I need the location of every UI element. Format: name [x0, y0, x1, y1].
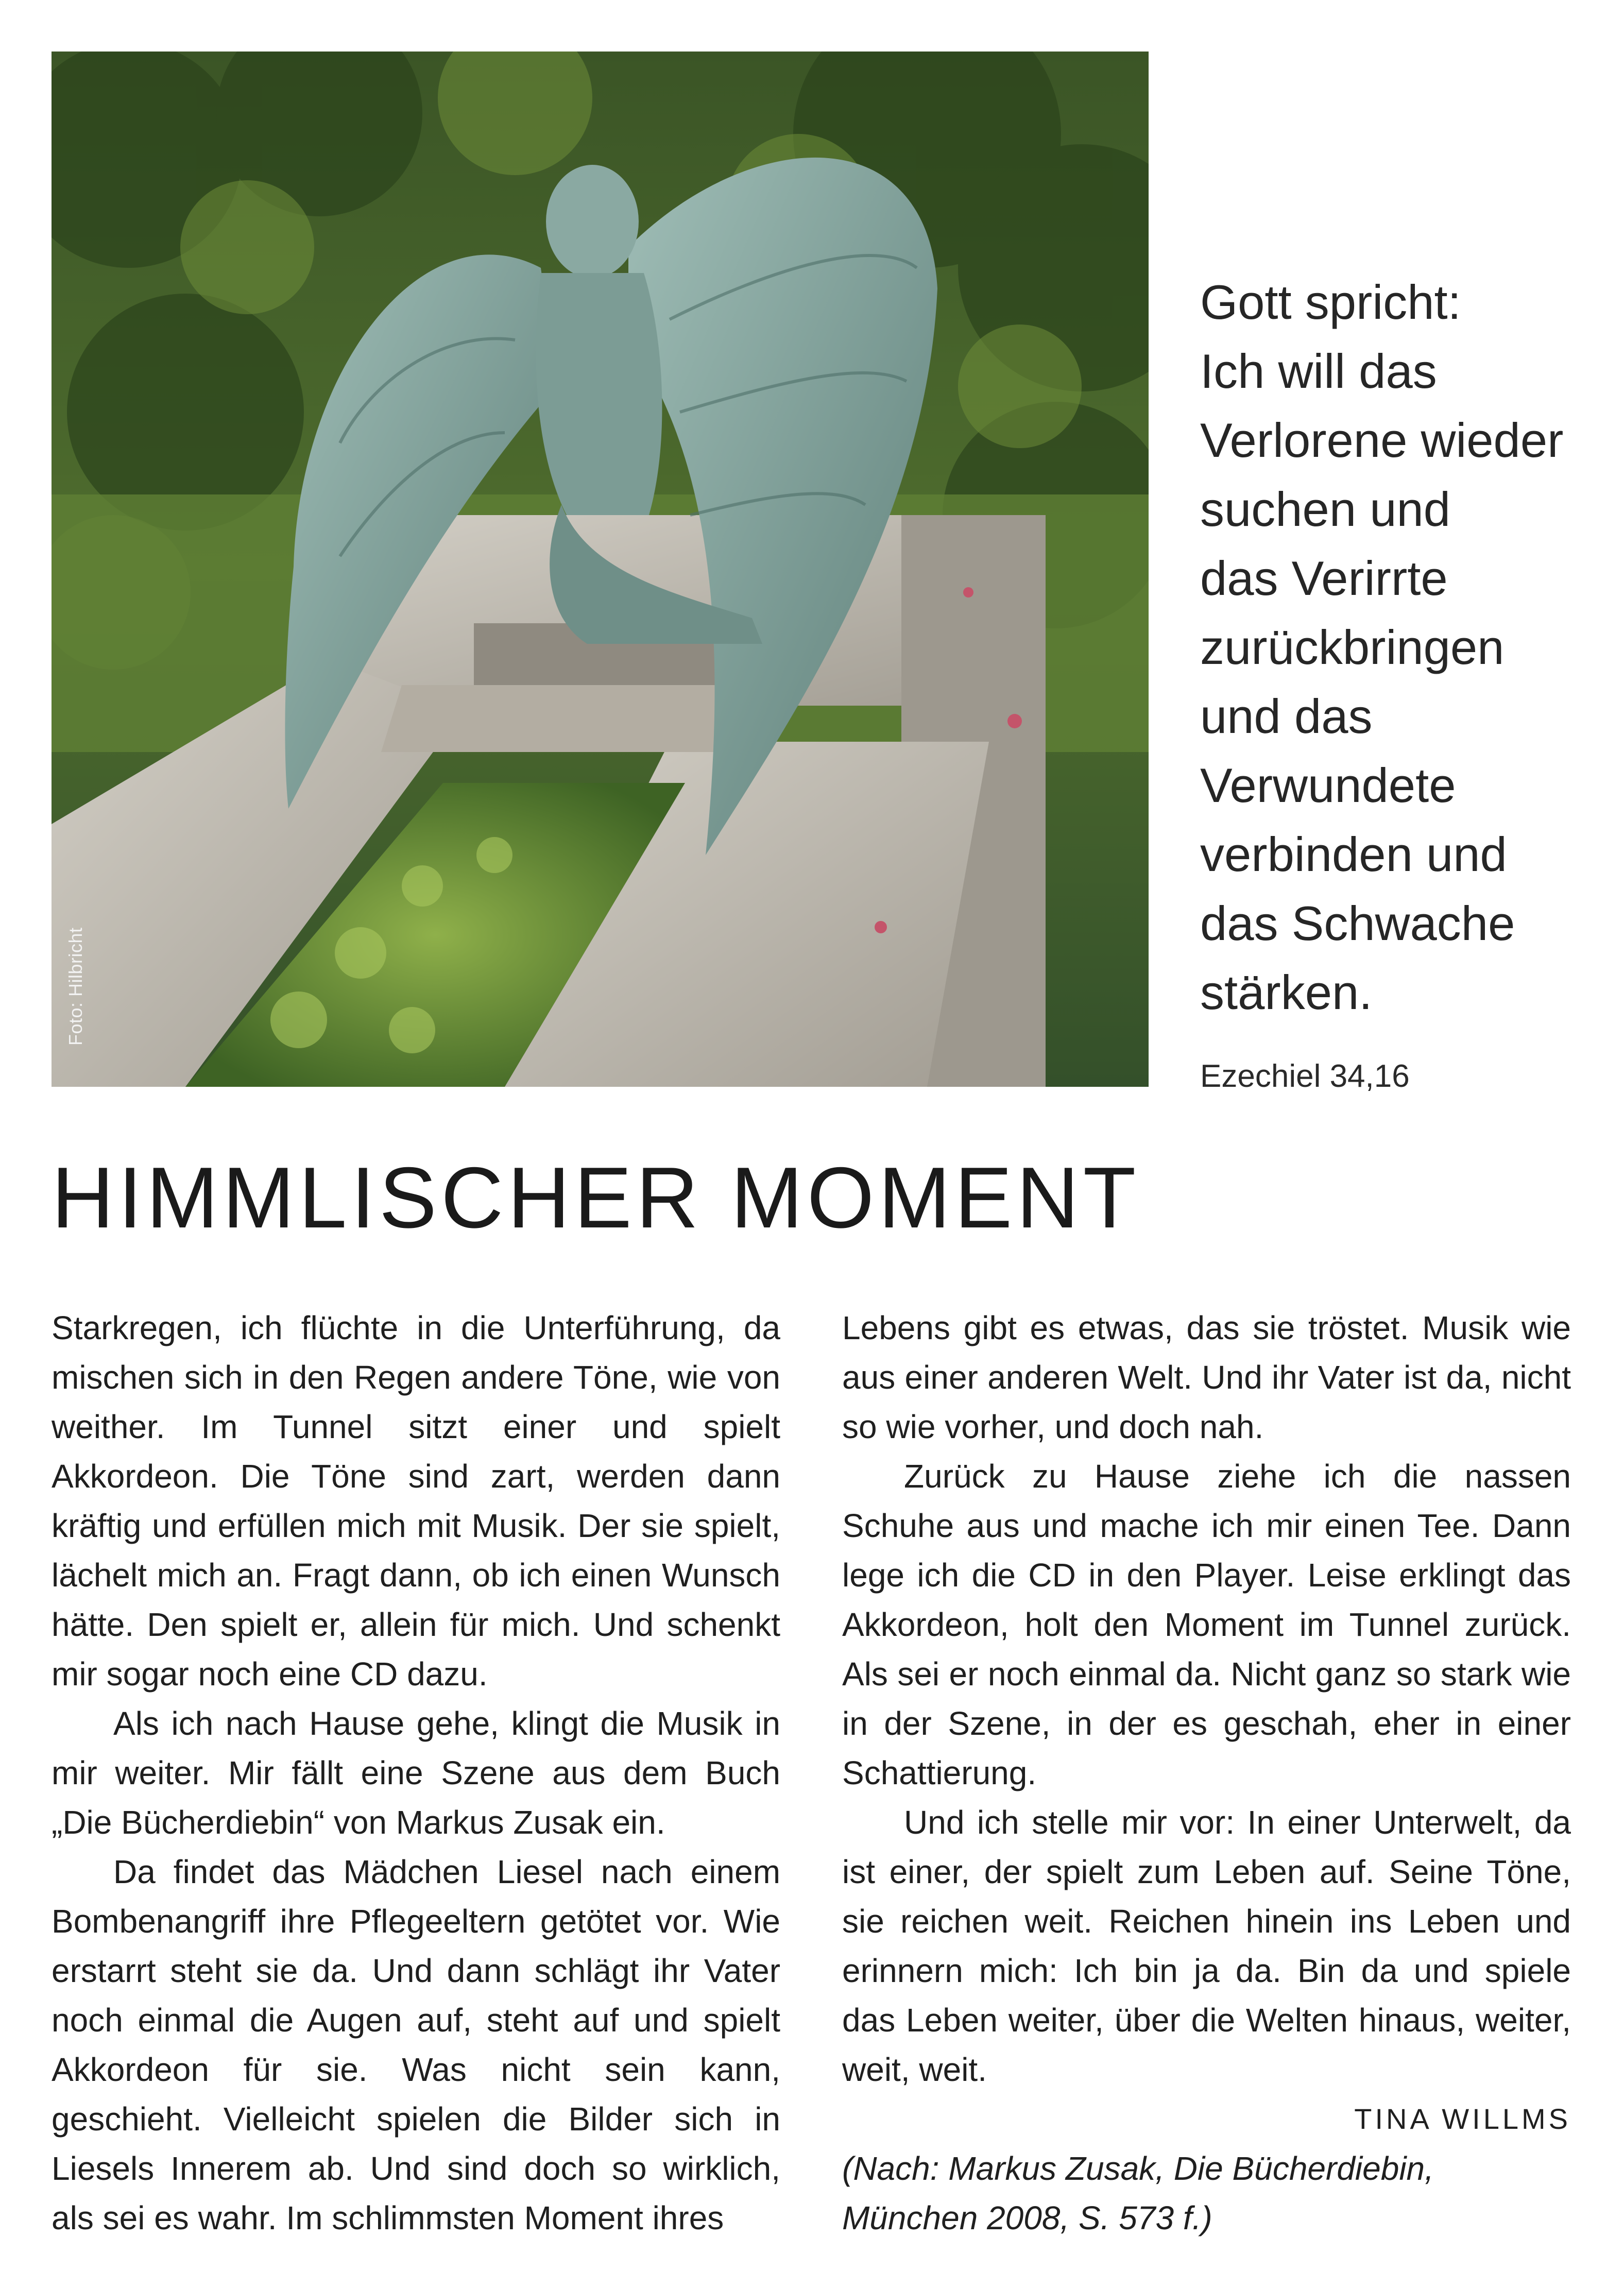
article-column-left — [52, 1303, 780, 2243]
angel-grave-photo — [52, 52, 1149, 1087]
quote-line: Verlorene wieder — [1200, 413, 1564, 467]
quote-reference: Ezechiel 34,16 — [1200, 1058, 1410, 1094]
quote-line: Ich will das — [1200, 344, 1437, 398]
quote-line: das Verirrte — [1200, 551, 1448, 605]
quote-line: zurückbringen — [1200, 620, 1505, 674]
quote-line: das Schwache — [1200, 896, 1515, 950]
article-paragraph: Zurück zu Hause ziehe ich die nassen Schuhe aus und mache ich mir einen Tee. Dann lege ich die CD in den Player. Leise erklingt das Akkordeon, holt den Moment im Tunnel zurück. Als sei er noch einmal da. Nicht ganz so stark wie in der Szene, in der es geschah, eher in einer Schattierung. — [842, 1458, 1571, 1791]
quote-line: stärken. — [1200, 965, 1373, 1019]
article-paragraph: Lebens gibt es etwas, das sie tröstet. Musik wie aus einer anderen Welt. Und ihr Vater ist da, nicht so wie vorher, und doch nah. — [842, 1309, 1571, 1445]
source-line: München 2008, S. 573 f.) — [842, 2199, 1212, 2236]
quote-line: suchen und — [1200, 482, 1451, 536]
author-name: TINA WILLMS — [1354, 2103, 1571, 2135]
photo-credit: Foto: Hilbricht — [65, 927, 86, 1046]
quote-line: Gott spricht: — [1200, 275, 1461, 329]
article-paragraph: Und ich stelle mir vor: In einer Unterwelt, da ist einer, der spielt zum Leben auf. Seine Töne, sie reichen weit. Reichen hinein ins Leben und erinnern mich: Ich bin ja da. Bin da und spiele das Leben weiter, über die Welten hinaus, weiter, weit, weit. — [842, 1804, 1571, 2088]
quote-line: verbinden und — [1200, 827, 1507, 881]
article-paragraph: Starkregen, ich flüchte in die Unterführung, da mischen sich in den Regen andere Töne, wie von weither. Im Tunnel sitzt einer und spielt Akkordeon. Die Töne sind zart, werden dann kräftig und erfüllen mich mit Musik. Der sie spielt, lächelt mich an. Fragt dann, ob ich einen Wunsch hätte. Den spielt er, allein für mich. Und schenkt mir sogar noch eine CD dazu. — [52, 1309, 780, 1693]
article-paragraph: Als ich nach Hause gehe, klingt die Musik in mir weiter. Mir fällt eine Szene aus dem Buch „Die Bücherdiebin“ von Markus Zusak ein. — [52, 1705, 780, 1841]
quote-line: Verwundete — [1200, 758, 1456, 812]
source-line: (Nach: Markus Zusak, Die Bücherdiebin, — [842, 2150, 1434, 2187]
article-column-right — [842, 1303, 1571, 2243]
article-paragraph: Da findet das Mädchen Liesel nach einem Bombenangriff ihre Pflegeeltern getötet vor. Wie erstarrt steht sie da. Und dann schlägt ihr Vater noch einmal die Augen auf, steht auf und spielt Akkordeon für sie. Was nicht sein kann, geschieht. Vielleicht spielen die Bilder sich in Liesels Innerem ab. Und sind doch so wirklich, als sei es wahr. Im schlimmsten Moment ihres — [52, 1853, 780, 2236]
quote-line: und das — [1200, 689, 1373, 743]
article-title: HIMMLISCHER MOMENT — [52, 1149, 1140, 1246]
bible-quote — [1200, 268, 1592, 1027]
